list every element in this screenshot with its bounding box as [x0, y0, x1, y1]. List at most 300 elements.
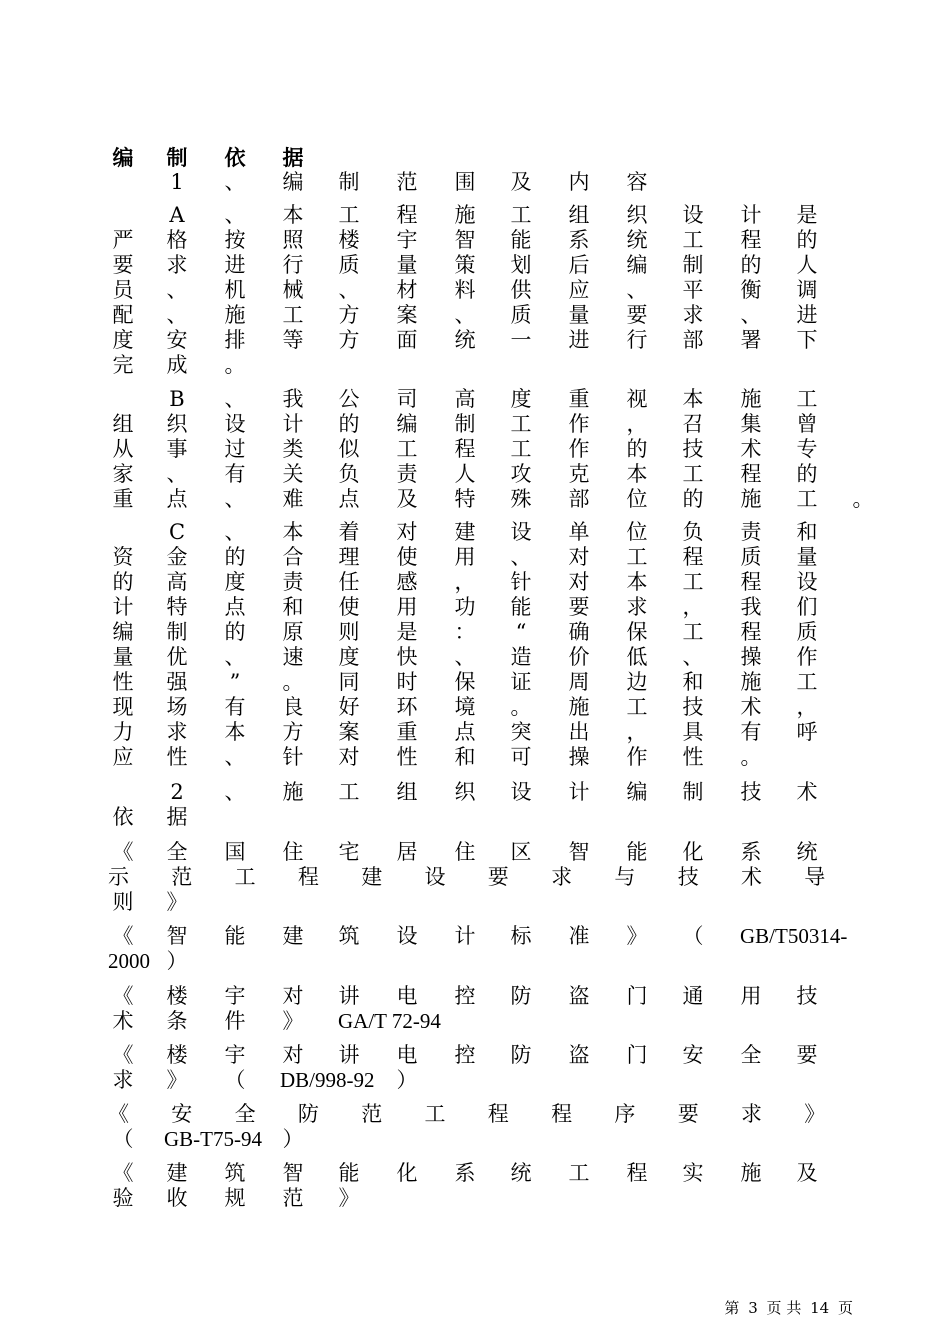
- text-char: 计: [740, 203, 762, 227]
- text-char: 居: [396, 840, 418, 864]
- text-char: 要: [112, 253, 134, 277]
- text-char: 求: [626, 595, 648, 619]
- text-char: 召: [682, 412, 704, 436]
- text-char: 后: [568, 253, 590, 277]
- text-char: 材: [396, 278, 418, 302]
- text-char: 求: [682, 303, 704, 327]
- text-char: 面: [396, 328, 418, 352]
- text-char: 关: [282, 462, 304, 486]
- text-char: 有: [224, 462, 246, 486]
- text-char: 编: [396, 412, 418, 436]
- text-char: 计: [454, 924, 476, 948]
- footer-middle: 页 共: [766, 1299, 802, 1317]
- text-char: 和: [282, 595, 304, 619]
- text-char: 、: [224, 387, 246, 411]
- footer-total-pages: 14: [810, 1299, 830, 1317]
- text-char: 周: [568, 670, 590, 694]
- footer-suffix: 页: [837, 1299, 853, 1317]
- text-char: 快: [396, 645, 418, 669]
- text-char: 标: [510, 924, 532, 948]
- text-char: 力: [112, 720, 134, 744]
- text-char: 织: [166, 412, 188, 436]
- text-char: 位: [626, 520, 648, 544]
- text-char: 点: [338, 487, 360, 511]
- text-char: 们: [796, 595, 818, 619]
- text-char: 系: [568, 228, 590, 252]
- text-char: 据: [166, 805, 188, 829]
- text-char: 系: [740, 840, 762, 864]
- text-char: 位: [626, 487, 648, 511]
- text-char: 按: [224, 228, 246, 252]
- text-char: 合: [282, 545, 304, 569]
- text-char: 场: [166, 695, 188, 719]
- text-char: 电: [396, 1043, 418, 1067]
- text-char: 是: [396, 620, 418, 644]
- text-char: 的: [796, 462, 818, 486]
- text-char: 制: [682, 253, 704, 277]
- text-char: 下: [796, 328, 818, 352]
- text-char: 、: [224, 520, 246, 544]
- text-char: 准: [568, 924, 590, 948]
- text-char: 等: [282, 328, 304, 352]
- text-char: 保: [454, 670, 476, 694]
- text-char: （: [682, 924, 704, 948]
- text-char: 性: [396, 745, 418, 769]
- text-char: 程: [740, 462, 762, 486]
- text-char: 统: [796, 840, 818, 864]
- text-char: ”: [229, 670, 241, 694]
- text-char: 求: [166, 720, 188, 744]
- text-char: 的: [740, 253, 762, 277]
- text-char: 本: [282, 520, 304, 544]
- text-char: 工: [682, 620, 704, 644]
- text-char: 制: [338, 170, 360, 194]
- text-char: 全: [166, 840, 188, 864]
- text-char: 要: [568, 595, 590, 619]
- text-char: 工: [796, 387, 818, 411]
- text-char: 楼: [166, 984, 188, 1008]
- text-char: 程: [740, 228, 762, 252]
- text-char: 好: [338, 695, 360, 719]
- text-char: 责: [396, 462, 418, 486]
- text-char: 验: [112, 1186, 134, 1210]
- text-char: 平: [682, 278, 704, 302]
- text-char: ）: [166, 949, 188, 973]
- text-char: 对: [568, 545, 590, 569]
- heading-char: 依: [224, 145, 246, 170]
- text-char: 照: [282, 228, 304, 252]
- text-char: 计: [112, 595, 134, 619]
- text-char: 1: [170, 170, 184, 194]
- text-char: 质: [338, 253, 360, 277]
- text-char: 设: [510, 780, 532, 804]
- text-char: 案: [338, 720, 360, 744]
- text-char: 度: [112, 328, 134, 352]
- text-char: 、: [510, 545, 532, 569]
- text-char: 克: [568, 462, 590, 486]
- text-char: 原: [282, 620, 304, 644]
- text-char: 境: [454, 695, 476, 719]
- text-char: 对: [396, 520, 418, 544]
- text-char: 度: [510, 387, 532, 411]
- text-char: 现: [112, 695, 134, 719]
- standard-code: DB/998-92: [280, 1068, 375, 1092]
- text-char: 突: [510, 720, 532, 744]
- text-char: 证: [510, 670, 532, 694]
- text-char: 似: [338, 437, 360, 461]
- text-char: 、: [166, 303, 188, 327]
- text-char: 本: [682, 387, 704, 411]
- text-char: 技: [682, 695, 704, 719]
- text-char: 的: [626, 437, 648, 461]
- text-char: 工: [626, 695, 648, 719]
- text-char: 》: [338, 1186, 360, 1210]
- text-char: （: [224, 1068, 246, 1092]
- text-char: 能: [626, 840, 648, 864]
- page-footer: [722, 1298, 855, 1318]
- standard-code: GB/T50314-: [740, 924, 848, 948]
- text-char: 讲: [338, 1043, 360, 1067]
- text-char: 施: [454, 203, 476, 227]
- text-char: 性: [112, 670, 134, 694]
- text-char: 署: [740, 328, 762, 352]
- text-char: 工: [626, 545, 648, 569]
- text-char: 的: [112, 570, 134, 594]
- text-char: 部: [568, 487, 590, 511]
- text-char: 强: [166, 670, 188, 694]
- text-char: 范: [282, 1186, 304, 1210]
- text-char: 对: [338, 745, 360, 769]
- text-char: 造: [510, 645, 532, 669]
- text-char: ，: [626, 412, 648, 436]
- text-char: 化: [396, 1161, 418, 1185]
- text-char: 质: [510, 303, 532, 327]
- text-char: 门: [626, 1043, 648, 1067]
- text-char: B: [169, 387, 185, 411]
- text-char: 盗: [568, 1043, 590, 1067]
- text-char: 重: [112, 487, 134, 511]
- text-char: 完: [112, 353, 134, 377]
- text-char: 编: [282, 170, 304, 194]
- text-char: 专: [796, 437, 818, 461]
- text-char: 作: [568, 412, 590, 436]
- text-char: 用: [740, 984, 762, 1008]
- text-char: 设: [796, 570, 818, 594]
- text-char: 《: [112, 1043, 134, 1067]
- text-char: 及: [510, 170, 532, 194]
- text-char: 我: [740, 595, 762, 619]
- text-char: 曾: [796, 412, 818, 436]
- text-char: 编: [626, 253, 648, 277]
- text-char: 点: [166, 487, 188, 511]
- text-char: 》: [626, 924, 648, 948]
- text-char: 的: [224, 545, 246, 569]
- text-char: 可: [510, 745, 532, 769]
- text-char: 度: [338, 645, 360, 669]
- text-char: 良: [282, 695, 304, 719]
- text-char: 司: [396, 387, 418, 411]
- text-char: 针: [510, 570, 532, 594]
- text-char: 重: [396, 720, 418, 744]
- text-char: 工: [510, 437, 532, 461]
- text-char: （: [112, 1127, 134, 1151]
- text-char: 、: [454, 645, 476, 669]
- text-char: 宇: [224, 1043, 246, 1067]
- text-char: 智: [454, 228, 476, 252]
- text-char: 员: [112, 278, 134, 302]
- text-char: 工: [510, 203, 532, 227]
- text-char: 、: [682, 645, 704, 669]
- text-char: 性: [166, 745, 188, 769]
- text-char: 环: [396, 695, 418, 719]
- text-char: 设: [224, 412, 246, 436]
- text-char: ，: [682, 595, 704, 619]
- text-char: 度: [224, 570, 246, 594]
- text-char: 国: [224, 840, 246, 864]
- text-char: 供: [510, 278, 532, 302]
- text-char: 门: [626, 984, 648, 1008]
- text-char: 程: [740, 620, 762, 644]
- text-char: 设: [396, 924, 418, 948]
- text-char: 安: [166, 328, 188, 352]
- text-char: 料: [454, 278, 476, 302]
- text-char: 任: [338, 570, 360, 594]
- text-char: 工: [682, 462, 704, 486]
- text-char: 、: [626, 278, 648, 302]
- text-char: 从: [112, 437, 134, 461]
- text-char: 智: [166, 924, 188, 948]
- text-char: 方: [338, 328, 360, 352]
- text-char: 楼: [338, 228, 360, 252]
- text-char: 程: [626, 1161, 648, 1185]
- text-char: 依: [112, 805, 134, 829]
- text-char: 程: [396, 203, 418, 227]
- text-char: 防: [510, 984, 532, 1008]
- text-char: 收: [166, 1186, 188, 1210]
- text-char: 能: [224, 924, 246, 948]
- text-char: 》: [166, 1068, 188, 1092]
- text-char: 的: [682, 487, 704, 511]
- text-char: ）: [396, 1068, 418, 1092]
- text-char: 工: [282, 303, 304, 327]
- text-char: 理: [338, 545, 360, 569]
- text-char: 过: [224, 437, 246, 461]
- text-char: 范: [396, 170, 418, 194]
- text-char: 化: [682, 840, 704, 864]
- text-char: 械: [282, 278, 304, 302]
- text-char: 。: [224, 353, 246, 377]
- text-char: 术: [740, 695, 762, 719]
- text-char: 殊: [510, 487, 532, 511]
- text-char: 工: [796, 670, 818, 694]
- text-char: 制: [166, 620, 188, 644]
- text-char: 、: [224, 745, 246, 769]
- standard-code-part: 2000: [108, 949, 150, 973]
- text-char: 行: [626, 328, 648, 352]
- text-char: 优: [166, 645, 188, 669]
- text-char: 系: [454, 1161, 476, 1185]
- heading-char: 制: [166, 145, 188, 170]
- text-char: 调: [796, 278, 818, 302]
- text-char: 件: [224, 1009, 246, 1033]
- text-char: 的: [796, 228, 818, 252]
- text-char: 《: [112, 924, 134, 948]
- text-char: 建: [282, 924, 304, 948]
- text-char: 资: [112, 545, 134, 569]
- text-char: 作: [626, 745, 648, 769]
- text-char: 、: [224, 170, 246, 194]
- text-char: 控: [454, 1043, 476, 1067]
- text-char: 速: [282, 645, 304, 669]
- text-char: 感: [396, 570, 418, 594]
- text-char: 、: [224, 487, 246, 511]
- text-char: 实: [682, 1161, 704, 1185]
- text-char: ，: [626, 720, 648, 744]
- text-char: 排: [224, 328, 246, 352]
- text-char: 时: [396, 670, 418, 694]
- text-char: ，: [454, 570, 476, 594]
- text-char: 施: [568, 695, 590, 719]
- text-char: 程: [454, 437, 476, 461]
- text-char: 事: [166, 437, 188, 461]
- text-char: 确: [568, 620, 590, 644]
- text-char: 程: [740, 570, 762, 594]
- text-char: 、: [740, 303, 762, 327]
- text-char: 案: [396, 303, 418, 327]
- text-char: 部: [682, 328, 704, 352]
- text-char: ，: [796, 695, 818, 719]
- text-char: 施: [740, 670, 762, 694]
- text-char: 、: [224, 645, 246, 669]
- text-char: 施: [282, 780, 304, 804]
- text-char: 及: [796, 1161, 818, 1185]
- justified-text: 示 范 工 程 建 设 要 求 与 技 术 导: [108, 865, 826, 889]
- text-char: 作: [568, 437, 590, 461]
- text-char: 计: [282, 412, 304, 436]
- text-char: 本: [224, 720, 246, 744]
- text-char: 及: [396, 487, 418, 511]
- text-char: 特: [454, 487, 476, 511]
- text-char: 要: [796, 1043, 818, 1067]
- text-char: 工: [338, 780, 360, 804]
- text-char: 《: [112, 840, 134, 864]
- text-char: 家: [112, 462, 134, 486]
- text-char: 操: [740, 645, 762, 669]
- text-char: 的: [338, 412, 360, 436]
- text-char: “: [515, 620, 527, 644]
- text-char: 机: [224, 278, 246, 302]
- text-char: 技: [682, 437, 704, 461]
- text-char: A: [169, 203, 185, 227]
- text-char: 策: [454, 253, 476, 277]
- text-char: 施: [224, 303, 246, 327]
- text-char: 攻: [510, 462, 532, 486]
- text-char: 负: [682, 520, 704, 544]
- text-char: 统: [626, 228, 648, 252]
- text-char: 术: [112, 1009, 134, 1033]
- text-char: 能: [338, 1161, 360, 1185]
- text-char: 应: [112, 745, 134, 769]
- text-char: 点: [454, 720, 476, 744]
- justified-text: 《 安 全 防 范 工 程 程 序 要 求 》: [108, 1102, 826, 1126]
- text-char: 能: [510, 228, 532, 252]
- text-char: 制: [682, 780, 704, 804]
- text-char: 住: [454, 840, 476, 864]
- text-char: 楼: [166, 1043, 188, 1067]
- text-char: 使: [338, 595, 360, 619]
- text-char: 、: [166, 462, 188, 486]
- text-char: 围: [454, 170, 476, 194]
- text-char: 集: [740, 412, 762, 436]
- text-char: 防: [510, 1043, 532, 1067]
- text-char: 质: [796, 620, 818, 644]
- text-char: 织: [454, 780, 476, 804]
- text-char: 电: [396, 984, 418, 1008]
- text-char: 对: [282, 984, 304, 1008]
- text-char: 针: [282, 745, 304, 769]
- text-char: 安: [682, 1043, 704, 1067]
- text-char: 建: [454, 520, 476, 544]
- text-char: 保: [626, 620, 648, 644]
- text-char: 本: [626, 462, 648, 486]
- heading-char: 据: [282, 145, 304, 170]
- text-char: 内: [568, 170, 590, 194]
- text-char: 筑: [224, 1161, 246, 1185]
- text-char: 讲: [338, 984, 360, 1008]
- text-char: 具: [682, 720, 704, 744]
- text-char: 工: [568, 1161, 590, 1185]
- text-char: 价: [568, 645, 590, 669]
- text-char: 容: [626, 170, 648, 194]
- text-char: 和: [682, 670, 704, 694]
- text-char: 技: [796, 984, 818, 1008]
- text-char: 功: [454, 595, 476, 619]
- text-char: 全: [740, 1043, 762, 1067]
- text-char: 和: [454, 745, 476, 769]
- text-char: 量: [568, 303, 590, 327]
- text-char: 进: [224, 253, 246, 277]
- text-char: 进: [796, 303, 818, 327]
- text-char: 类: [282, 437, 304, 461]
- text-char: 对: [568, 570, 590, 594]
- text-char: 公: [338, 387, 360, 411]
- footer-prefix: 第: [724, 1299, 740, 1317]
- text-char: 同: [338, 670, 360, 694]
- text-char: 工: [682, 228, 704, 252]
- text-char: 智: [568, 840, 590, 864]
- text-char: 技: [740, 780, 762, 804]
- text-char: 划: [510, 253, 532, 277]
- text-char: 工: [796, 487, 818, 511]
- text-char: 和: [796, 520, 818, 544]
- standard-code: GB-T75-94: [164, 1127, 262, 1151]
- text-char: 格: [166, 228, 188, 252]
- text-char: 工: [396, 437, 418, 461]
- text-char: 呼: [796, 720, 818, 744]
- text-char: 我: [282, 387, 304, 411]
- text-char: 用: [396, 595, 418, 619]
- text-char: 建: [166, 1161, 188, 1185]
- text-char: 设: [682, 203, 704, 227]
- text-char: 特: [166, 595, 188, 619]
- text-char: 作: [796, 645, 818, 669]
- text-char: 方: [338, 303, 360, 327]
- text-char: 。: [282, 670, 304, 694]
- text-char: 组: [112, 412, 134, 436]
- heading-char: 编: [112, 145, 134, 170]
- text-char: 施: [740, 487, 762, 511]
- text-char: 。: [852, 487, 874, 511]
